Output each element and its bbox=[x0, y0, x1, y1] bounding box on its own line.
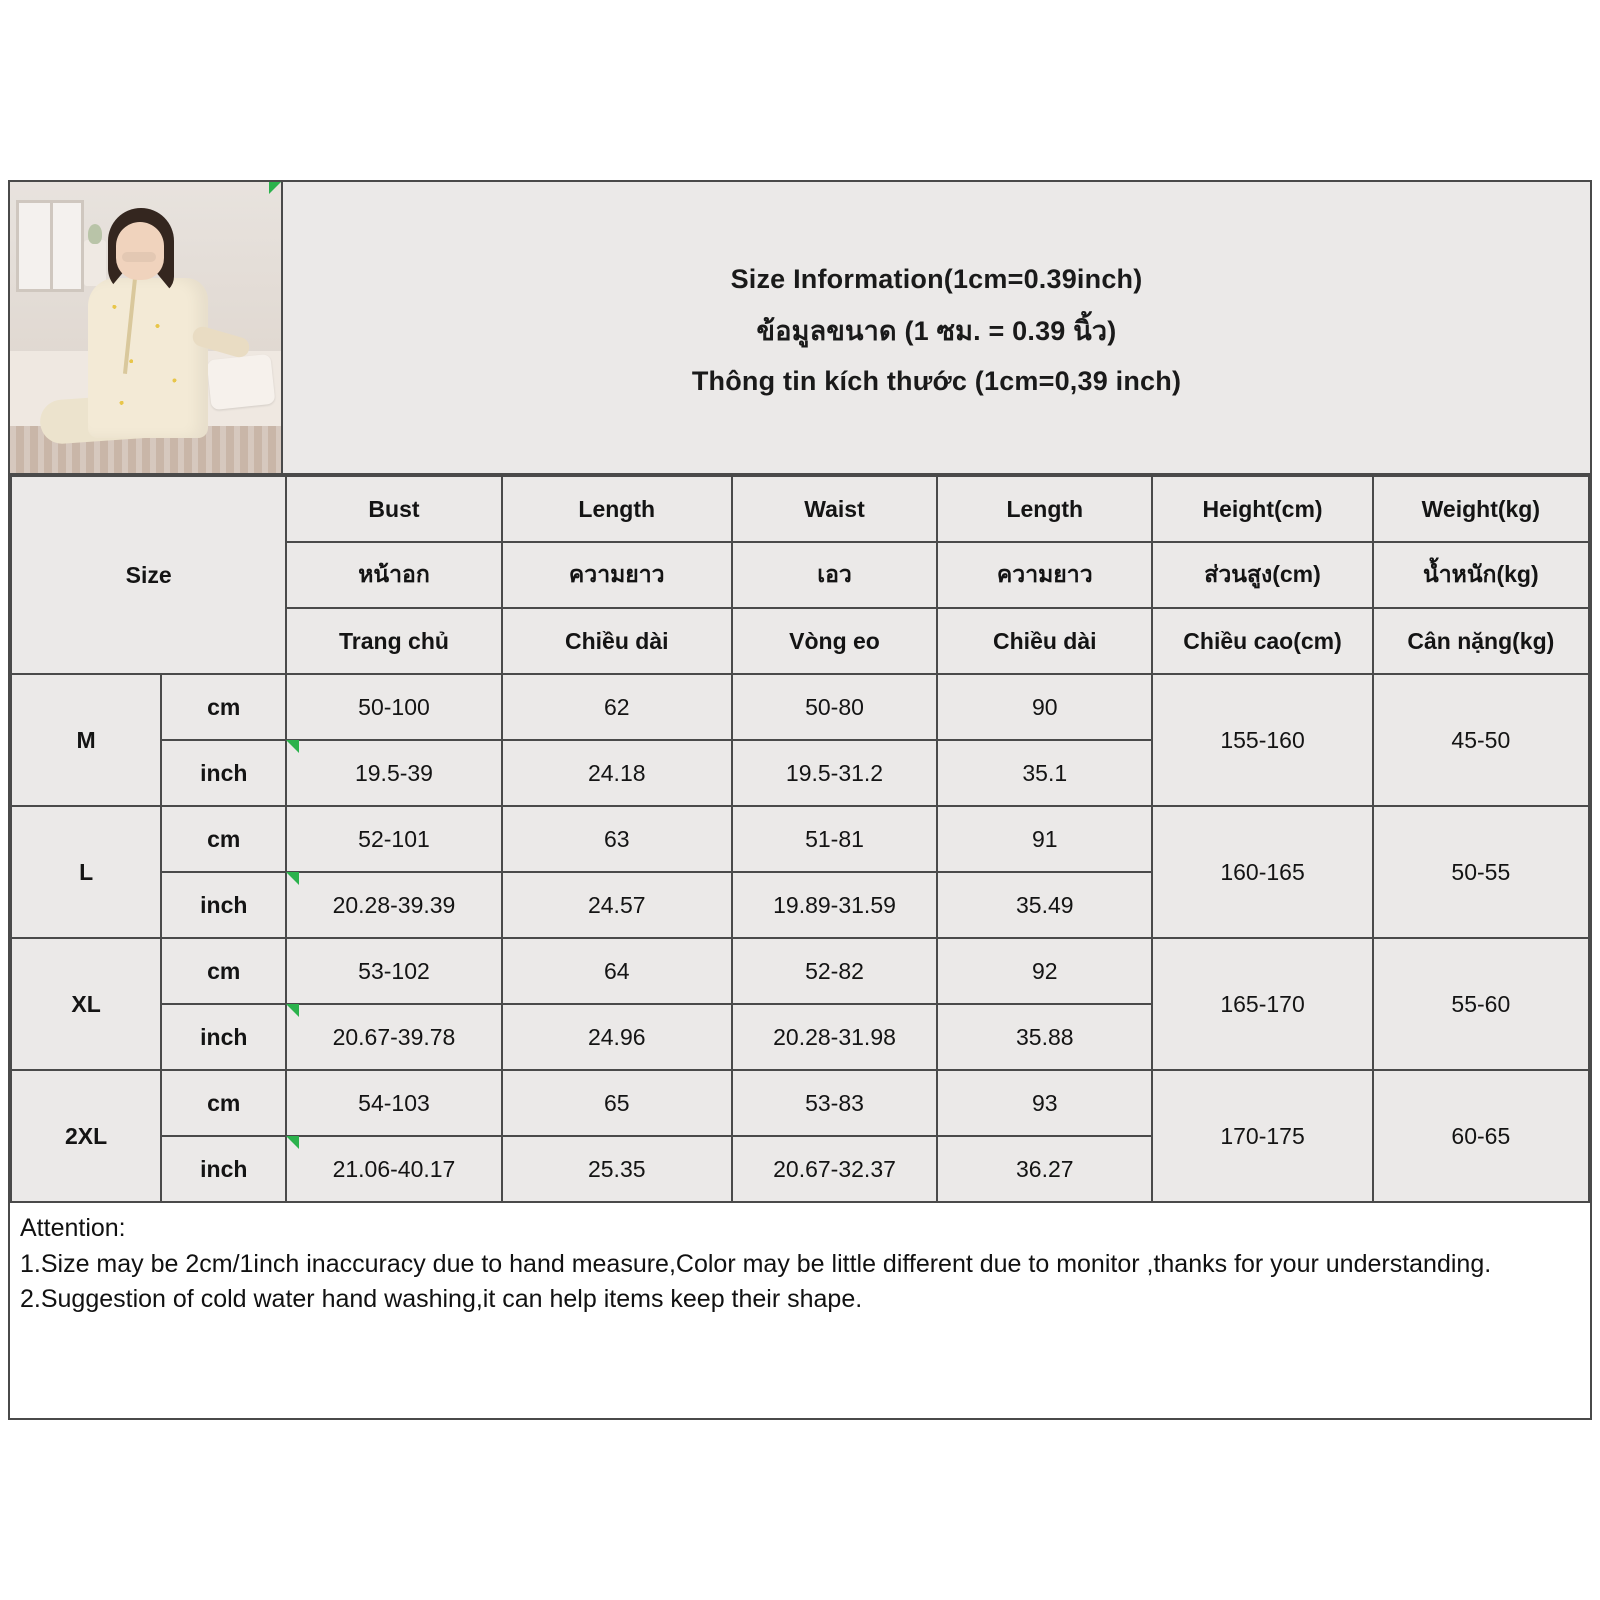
chart-header bbox=[10, 182, 1590, 475]
col-head-height-th: ส่วนสูง(cm) bbox=[1152, 542, 1372, 608]
photo-model-face-shadow bbox=[122, 252, 156, 262]
size-chart-card bbox=[8, 180, 1592, 1420]
xl-cm-length1: 64 bbox=[502, 938, 732, 1004]
size-label-m: M bbox=[11, 674, 161, 806]
size-label-2xl: 2XL bbox=[11, 1070, 161, 1202]
l-inch-length2: 35.49 bbox=[937, 872, 1152, 938]
unit-cm-l: cm bbox=[161, 806, 286, 872]
size-label-xl: XL bbox=[11, 938, 161, 1070]
col-head-length2-en: Length bbox=[937, 476, 1152, 542]
title-thai: ข้อมูลขนาด (1 ซม. = 0.39 นิ้ว) bbox=[756, 316, 1117, 346]
m-inch-length1: 24.18 bbox=[502, 740, 732, 806]
col-head-length1-vi: Chiều dài bbox=[502, 608, 732, 674]
size-word-cell: Size bbox=[11, 476, 286, 674]
photo-pillow bbox=[207, 354, 276, 410]
title-vietnamese: Thông tin kích thước (1cm=0,39 inch) bbox=[691, 366, 1182, 396]
2xl-inch-length1: 25.35 bbox=[502, 1136, 732, 1202]
l-height: 160-165 bbox=[1152, 806, 1372, 938]
xl-inch-waist: 20.28-31.98 bbox=[732, 1004, 937, 1070]
xl-inch-length1: 24.96 bbox=[502, 1004, 732, 1070]
xl-cm-length2: 92 bbox=[937, 938, 1152, 1004]
unit-cm-m: cm bbox=[161, 674, 286, 740]
2xl-cm-length1: 65 bbox=[502, 1070, 732, 1136]
table-row bbox=[11, 938, 1589, 1004]
unit-inch-m: inch bbox=[161, 740, 286, 806]
col-head-length2-vi: Chiều dài bbox=[937, 608, 1152, 674]
2xl-inch-length2: 36.27 bbox=[937, 1136, 1152, 1202]
col-head-length1-th: ความยาว bbox=[502, 542, 732, 608]
2xl-cm-waist: 53-83 bbox=[732, 1070, 937, 1136]
photo-window bbox=[16, 200, 84, 292]
l-inch-length1: 24.57 bbox=[502, 872, 732, 938]
photo-model-top bbox=[88, 278, 208, 438]
attention-block bbox=[10, 1203, 1590, 1318]
l-inch-bust: 20.28-39.39 bbox=[286, 872, 501, 938]
l-cm-bust: 52-101 bbox=[286, 806, 501, 872]
l-cm-length1: 63 bbox=[502, 806, 732, 872]
unit-inch-2xl: inch bbox=[161, 1136, 286, 1202]
xl-cm-waist: 52-82 bbox=[732, 938, 937, 1004]
col-head-bust-vi: Trang chủ bbox=[286, 608, 501, 674]
2xl-weight: 60-65 bbox=[1373, 1070, 1589, 1202]
xl-cm-bust: 53-102 bbox=[286, 938, 501, 1004]
photo-model-head bbox=[116, 222, 164, 280]
col-head-bust-en: Bust bbox=[286, 476, 501, 542]
2xl-height: 170-175 bbox=[1152, 1070, 1372, 1202]
m-inch-length2: 35.1 bbox=[937, 740, 1152, 806]
table-row bbox=[11, 674, 1589, 740]
unit-cm-xl: cm bbox=[161, 938, 286, 1004]
col-head-waist-vi: Vòng eo bbox=[732, 608, 937, 674]
xl-height: 165-170 bbox=[1152, 938, 1372, 1070]
col-head-length1-en: Length bbox=[502, 476, 732, 542]
col-head-height-vi: Chiều cao(cm) bbox=[1152, 608, 1372, 674]
size-table bbox=[10, 475, 1590, 1203]
unit-inch-xl: inch bbox=[161, 1004, 286, 1070]
xl-inch-length2: 35.88 bbox=[937, 1004, 1152, 1070]
col-head-waist-th: เอว bbox=[732, 542, 937, 608]
unit-cm-2xl: cm bbox=[161, 1070, 286, 1136]
title-english: Size Information(1cm=0.39inch) bbox=[730, 264, 1143, 294]
2xl-cm-length2: 93 bbox=[937, 1070, 1152, 1136]
m-weight: 45-50 bbox=[1373, 674, 1589, 806]
attention-line-2: 2.Suggestion of cold water hand washing,it can help items keep their shape. bbox=[20, 1285, 863, 1313]
col-head-bust-th: หน้าอก bbox=[286, 542, 501, 608]
m-cm-waist: 50-80 bbox=[732, 674, 937, 740]
m-cm-length2: 90 bbox=[937, 674, 1152, 740]
attention-title: Attention: bbox=[20, 1214, 126, 1242]
xl-weight: 55-60 bbox=[1373, 938, 1589, 1070]
col-head-waist-en: Waist bbox=[732, 476, 937, 542]
2xl-inch-bust: 21.06-40.17 bbox=[286, 1136, 501, 1202]
col-head-height-en: Height(cm) bbox=[1152, 476, 1372, 542]
col-head-weight-th: น้ำหนัก(kg) bbox=[1373, 542, 1589, 608]
m-inch-waist: 19.5-31.2 bbox=[732, 740, 937, 806]
m-cm-bust: 50-100 bbox=[286, 674, 501, 740]
l-inch-waist: 19.89-31.59 bbox=[732, 872, 937, 938]
m-inch-bust: 19.5-39 bbox=[286, 740, 501, 806]
l-weight: 50-55 bbox=[1373, 806, 1589, 938]
col-head-weight-en: Weight(kg) bbox=[1373, 476, 1589, 542]
product-photo bbox=[10, 182, 283, 473]
l-cm-length2: 91 bbox=[937, 806, 1152, 872]
col-head-length2-th: ความยาว bbox=[937, 542, 1152, 608]
table-row bbox=[11, 806, 1589, 872]
xl-inch-bust: 20.67-39.78 bbox=[286, 1004, 501, 1070]
green-corner-marker-icon bbox=[269, 182, 282, 194]
l-cm-waist: 51-81 bbox=[732, 806, 937, 872]
col-head-weight-vi: Cân nặng(kg) bbox=[1373, 608, 1589, 674]
table-header-row-en bbox=[11, 476, 1589, 542]
m-height: 155-160 bbox=[1152, 674, 1372, 806]
title-block bbox=[283, 182, 1590, 473]
unit-inch-l: inch bbox=[161, 872, 286, 938]
2xl-cm-bust: 54-103 bbox=[286, 1070, 501, 1136]
2xl-inch-waist: 20.67-32.37 bbox=[732, 1136, 937, 1202]
table-row bbox=[11, 1070, 1589, 1136]
m-cm-length1: 62 bbox=[502, 674, 732, 740]
size-label-l: L bbox=[11, 806, 161, 938]
attention-line-1: 1.Size may be 2cm/1inch inaccuracy due to hand measure,Color may be little different due to monitor ,thanks for your understanding. bbox=[20, 1249, 1492, 1278]
